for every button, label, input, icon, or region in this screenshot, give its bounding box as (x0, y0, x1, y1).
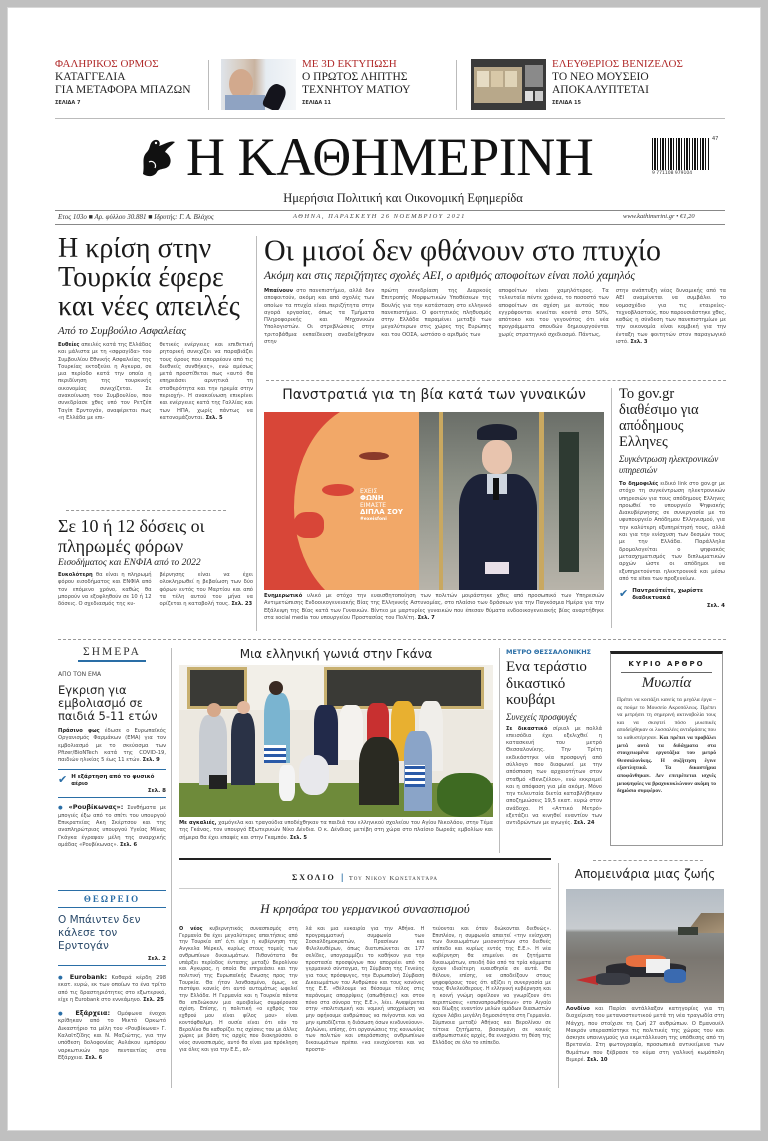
related-link[interactable] (58, 774, 166, 788)
caption-lead: Με αγκαλιές, (179, 820, 217, 826)
violence-photo (264, 412, 604, 590)
article-kicker: ΜΕΤΡΟ ΘΕΣΣΑΛΟΝΙΚΗΣ (506, 648, 592, 656)
caption-text: και Παρίσι αντάλλαξαν κατηγορίες για τη διαχείριση του μεταναστευτικού μετά τη νέα τραγωδία στη Μάγχη, που στοίχισε τη ζωή 27 ανθρώπων. Ο Εμανουέλ Μακρόν υπερασπίστηκε τις πολιτικές της χώρας του και άσκησε υπαινιγμούς για εκμετάλλευση της υπόθεσης από τη Βρετανία. Στη φωτογραφία, προσωπικά αντικείμενα των θυμάτων που ξέβρασε το κύμα στη γαλλική κωμόπολη Βιμερέ. (566, 1006, 724, 1064)
teaser-title-line: Ο ΠΡΩΤΟΣ ΛΗΠΤΗΣ (302, 71, 408, 83)
masthead-rule-top (55, 210, 725, 211)
poster-text: #exeisfoni (360, 517, 387, 522)
article-subhead: Ακόμη και στις περιζήτητες σχολές ΑΕΙ, ο αριθμός αποφοίτων είναι πολύ χαμηλός (264, 270, 635, 282)
section-divider (58, 639, 726, 640)
masthead-info-left: Ετος 103ο ■ Αρ. φύλλου 30.881 ■ Ιδρυτής: Γ. Α. Βλάχος (58, 213, 214, 221)
article-kicker: ΑΠΟ ΤΟΝ ΕΜΑ (58, 671, 102, 678)
brief-item[interactable]: ● Εξάρχεια: Ομόφωνα ένοχοι κρίθηκαν από το Μικτό Ορκωτό Δικαστήριο τα μέλη του «Ρουβίκωνα» Γ. Καλαϊτζίδης και Ν. Μαζιώτης, για την υπόθεση δολοφονίας Αυλάκου εμπόρου ναρκωτικών προ πενταετίας στα Εξάρχεια. Σελ. 6 (58, 1009, 166, 1061)
column-divider (611, 388, 612, 628)
caption-lead: Ενημερωτικό (264, 593, 303, 599)
teaser-divider (208, 60, 209, 110)
article-body (58, 728, 166, 764)
sidebar-today (58, 646, 166, 849)
column-divider (256, 236, 257, 631)
article-headline: Πανστρατιά για τη βία κατά των γυναικών (282, 387, 586, 403)
article-body (619, 481, 725, 583)
article-headline: Η κρησάρα του γερμανικού συνασπισμού (260, 901, 470, 916)
beach-photo (566, 889, 724, 1003)
page-ref: Σελ. 9 (142, 757, 160, 764)
article-column (58, 342, 152, 422)
brief-lead: «Ρουβίκωνας»: (68, 803, 124, 812)
barcode (652, 136, 719, 180)
article-text: θα είναι η πληρωμή φόρου εισοδήματος και ΕΝΦΙΑ από τον επόμενο χρόνο, καθώς θα μπορούν να εξοφληθούν σε 10 ή 12 δόσεις. Ο σχεδιασμός της κυ- (58, 572, 152, 608)
article-govgr[interactable] (619, 386, 725, 609)
masthead-date: ΑΘΗΝΑ, ΠΑΡΑΣΚΕΥΗ 26 ΝΟΕΜΒΡΙΟΥ 2021 (293, 213, 466, 220)
page-ref: Σελ. 5 (205, 414, 223, 421)
related-link-text: Η εξάρτηση από το φυσικό αέριο (71, 774, 155, 788)
page-ref: Σελ. 25 (143, 996, 164, 1003)
teaser-divider (456, 60, 457, 110)
article-violence[interactable] (264, 386, 604, 622)
teaser-title-line: ΚΑΤΑΓΓΕΛΙΑ (55, 71, 126, 83)
column-divider (558, 863, 559, 1088)
article-column (306, 926, 425, 1053)
article-lead: Ο νέος (179, 926, 203, 932)
article-column (264, 288, 374, 346)
poster-text: ΔΙΠΛΑ ΣΟΥ (360, 508, 403, 516)
page-ref: Σελ. 3 (630, 339, 648, 346)
teaser-page-ref: ΣΕΛΙΔΑ 11 (302, 100, 331, 106)
barcode-digits: 9 771108 979104 (652, 171, 693, 176)
teaser-falirikos[interactable] (55, 58, 200, 113)
caption-text: χαμόγελα και τραγούδια υποδέχθηκαν τα παιδιά του ελληνικού σχολείου του Αγίου Νικολάου, στην Τέμα της Γκάνας, τον υπουργό Εξωτερικών Νίκο Δένδια. Ο κ. Δένδιας μετέβη στη χώρα στο πλαίσιο δωρεάς εμβολίων και σήμερα θα έχει επαφές και στην Γκαμπόν. (179, 820, 493, 841)
article-text: λά και μια ευκαιρία για την Αθήνα. Η προγραμματική συμφωνία των Σοσιαλδημοκρατών, Πρασίνων και Φιλελευθέρων, όπως διατυπώνεται σε 177 σελίδες, υπογραμμίζει το καθήκον για την προστασία προσφύγων που απορρέει από το γερμανικό σύνταγμα, τη Σύμβαση της Γενεύης για τους πρόσφυγες, την Ευρωπαϊκή Σύμβαση Δικαιωμάτων του Ανθρώπου και τους κανόνες της Ε.Ε. «Θέλουμε να θέσουμε τέλος στις παράνομες απορρίψεις (απωθήσεις) και στον πόνο στα σύνορα της Ε.Ε.», λέει. Αναφέρεται στην «πολιτισμική και νομική υποχρέωση να μην αφήνουμε ανθρώπους να πνίγονται και να μην εμποδίζεται η διάσωση όσων κινδυνεύουν». Δηλώνει, επίσης, ότι οργανώσεις της κοινωνίας των πολιτών και υπεράσπισης ανθρωπίνων δικαιωμάτων πρέπει «να ενισχύονται και να προστα- (305, 926, 425, 1053)
teaser-kicker: ΕΛΕΥΘΕΡΙΟΣ ΒΕΝΙΖΕΛΟΣ (552, 58, 683, 70)
article-column (58, 572, 152, 608)
brief-text: Ομόφωνα ένοχοι κρίθηκαν από το Μικτό Ορκωτό Δικαστήριο τα μέλη του «Ρουβίκωνα» Γ. Καλαϊτζίδης και Ν. Μαζιώτης, για την υπόθεση δολοφονίας Αυλάκου εμπόρου ναρκωτικών προ πενταετίας στα Εξάρχεια. (58, 1011, 166, 1061)
article-turkey[interactable] (58, 234, 253, 422)
article-column (160, 572, 254, 608)
masthead-rule-bottom (55, 224, 725, 225)
article-subhead: Συνεχείς προσφυγές (506, 711, 577, 722)
article-remains[interactable] (566, 866, 724, 1064)
article-text: στο πανεπιστήμιο, αλλά δεν αποφοιτούν, ακόμη και από σχολές των οποίων τα πτυχία είναι περιζήτητα στην αγορά εργασίας, όπως τα Τμήματα Πληροφορικής και Μηχανικών Υπολογιστών. Οι στρεβλώσεις στην τριτοβάθμια εκπαίδευση αναδείχθηκαν στην (264, 288, 375, 346)
masthead-subtitle: Ημερήσια Πολιτική και Οικονομική Εφημερίδα (283, 191, 523, 205)
page-ref: Σελ. 23 (231, 601, 253, 608)
article-column (432, 926, 551, 1053)
article-lead: Ευκολότερη (58, 572, 93, 578)
brief-item[interactable]: ● «Ρουβίκωνας»: Συνθήματα με μπογιές έξω από το σπίτι του υπουργού Επικρατείας Ακη Σκέρτσου και της αναπληρώτριας υπουργού Υγείας Μίνας Γκάγκα έγραψαν μέλη της αναρχικής ομάδας «Ρουβίκωνας». Σελ. 6 (58, 803, 167, 848)
page-ref: Σελ. 7 (417, 614, 435, 621)
photo-caption (264, 593, 604, 622)
teaser-page-ref: ΣΕΛΙΔΑ 7 (55, 100, 81, 106)
related-link[interactable] (619, 588, 725, 602)
section-label: ΘΕΩΡΕΙΟ (83, 894, 141, 904)
teaser-title-line: ΤΟ ΝΕΟ ΜΟΥΣΕΙΟ (552, 71, 649, 83)
poster-text: ΕΧΕΙΣ (360, 488, 378, 495)
page-ref: Σελ. 8 (147, 788, 166, 795)
article-column (381, 288, 491, 346)
article-text: αποφοίτων είναι χαμηλότερος. Τα τελευταία πέντε χρόνια, το ποσοστό των αποφοίτων σε σχέση με αυτούς που εγγράφονται κινείται κοντά στο 50%, απότοκο και του γεγονότος ότι νέα προγράμματα σπουδών δημιουργούνται χωρίς στρατηγικό σχεδιασμό. Πάντως, (498, 288, 609, 338)
article-column (160, 342, 254, 422)
article-subhead: Από το Συμβούλιο Ασφαλείας (58, 325, 187, 337)
article-lead: Μπαίνουν (264, 288, 293, 294)
checkmark-icon: ✔ (619, 587, 629, 601)
article-headline: Μια ελληνική γωνιά στην Γκάνα (239, 647, 433, 661)
column-divider (499, 648, 500, 853)
section-label: ΚΥΡΙΟ ΑΡΘΡΟ (628, 660, 705, 668)
caption-lead: Λονδίνο (566, 1006, 590, 1012)
article-text: πρώτη συνεδρίαση της Διαρκούς Επιτροπής Μορφωτικών Υποθέσεων της Βουλής για την κατάσταση στο ελληνικό πανεπιστήμιο. Ο φοιτητικός πληθυσμός στην Ελλάδα παραμένει μεταξύ των μεγαλύτερων στις χώρες της Ευρώπης και του ΟΟΣΑ, ωστόσο ο αριθμός των (381, 288, 492, 338)
article-ghana[interactable] (179, 646, 493, 842)
article-lead: Πράσινο φως (58, 728, 100, 734)
article-metro[interactable] (506, 648, 602, 828)
griffin-logo-icon (135, 134, 181, 180)
section-divider (266, 380, 726, 381)
police-officer-image (419, 412, 604, 590)
poster-text: ΕΙΜΑΣΤΕ (360, 502, 387, 509)
article-headline: Μυωπία (641, 675, 692, 691)
article-text: βέρνησης είναι να έχει ολοκληρωθεί η βεβαίωση των δύο φόρων εντός του Μαρτίου και από τα τέλη αυτού του μήνα να ορίζεται η καταβολή τους. (159, 572, 253, 608)
section-divider (593, 860, 703, 861)
article-comment[interactable]: ΣΧΟΛΙΟ | Του Νικου Κωνσταντάρα Η κρησάρα του γερμανικού συνασπισμού Ο νέος κυβερνητικός συνασπισμός στη Γερμανία θα έχει μεγαλύτερες απαιτήσεις από την Τουρκία απ' ό,τι είχε η κυβέρνηση της Ανγκελα Μέρκελ, κυρίως στους τομείς των ανθρωπίνων δικαιωμάτων. Πιθανότατα θα υπάρξει περίοδος έντασης μεταξύ Βερολίνου και Αγκυρας, η οποία θα επηρεάσει και την πολιτική της Ευρωπαϊκής Ενωσης προς την Τουρκία. Θα ήταν λανθασμένο, όμως, να πιστέψει κανείς ότι αυτό αυτομάτως ωφελεί την Ελλάδα. Η Γερμανία και η Τουρκία πάντα θα επιδιώκουν μια αμοιβαίως συμφέρουσα σχέση. Επίσης, η πολιτική «ο εχθρός του εχθρού μου είναι φίλος μου» είναι κοντόφθαλμη. Η ουσία είναι ότι εάν το Βερολίνο θα καθορίζει τις σχέσεις του με άλλες χώρες με βάση τις αρχές που διακηρύσσει ο νέος συνασπισμός, αυτό θα είναι μια πρόκληση για όλες και για την Ε.Ε., αλ- λά και μια ευκαιρία για την Αθήνα. Η προγραμματική συμφωνία των Σοσιαλδημοκρατών, Πρασίνων και Φιλελευθέρων, όπως διατυπώνεται σε 177 σελίδες, υπογραμμίζει το καθήκον για την προστασία προσφύγων που απορρέει από το γερμανικό σύνταγμα, τη Σύμβαση της Γενεύης για τους πρόσφυγες, την Ευρωπαϊκή Σύμβαση Δικαιωμάτων του Ανθρώπου και τους κανόνες της Ε.Ε. «Θέλουμε να θέσουμε τέλος στις παράνομες απορρίψεις (απωθήσεις) και στον πόνο στα σύνορα της Ε.Ε.», λέει. Αναφέρεται στην «πολιτισμική και νομική υποχρέωση να μην αφήνουμε ανθρώπους να πνίγονται και να μην εμποδίζεται η διάσωση όσων κινδυνεύουν». Δηλώνει, επίσης, ότι οργανώσεις της κοινωνίας των πολιτών και υπεράσπισης ανθρωπίνων δικαιωμάτων πρέπει «να ενισχύονται και να προστα- τεύονται και όταν διώκονται διεθνώς». Επιπλέον, η συμφωνία απαιτεί «την ενίσχυση των δικαιωμάτων μειονοτήτων στο διεθνές επίπεδο και κυρίως εντός της Ε.Ε.». Η νέα κυβέρνηση θα επιμείνει σε ζητήματα δικαιωμάτων, επειδή δύο από τα τρία κόμματα έχουν ιδιαίτερη ευαισθησία σε αυτά. Θα θέλουν, επίσης, να αποδείξουν στους ψηφοφόρους τους ότι αξίζει η συνεργασία με τους Φιλελεύθερους. Η ελληνική κυβέρνηση και η κοινή γνώμη οφείλουν να γνωρίζουν ότι περιπτώσεις «επαναπροωθήσεων» στο Αιγαίο και δίωξης εναντίον μελών ομάδων διασωστών έχουν λάβει μεγάλη δημοσιότητα στη Γερμανία. Σύμπνοια μεταξύ Αθήνας και Βερολίνου σε τέτοια ζητήματα, βασισμένη σε κοινές ανθρωπιστικές αρχές, θα ενισχύσει τη θέση της Ελλάδος σε όλο το επίπεδο. (179, 858, 551, 1053)
article-lead: Ευθείες (58, 342, 80, 348)
brief-lead: Εξάρχεια: (75, 1009, 111, 1018)
column-divider (171, 648, 172, 1088)
brief-lead: Eurobank: (69, 973, 108, 981)
editorial-text-bold: Και πρέπει να προβάλει μετά αυτά τα διδάγματα στα στοιχειωμένα εργοτάξια του μετρό Θεσσαλονίκης. Η συζήτηση έγινε εξαντλητικά. Τα δικαστήρια αποφάνθηκαν. Δεν επιτρέπεται ισχνές μειοψηφίες να βραχυκυκλώνουν ακόμη το δημόσιο συμφέρον. (617, 734, 717, 795)
article-headline[interactable]: Ο Μπάιντεν δεν κάλεσε τον Ερντογάν (58, 914, 141, 952)
brief-text: Καθαρά κέρδη 298 εκατ. ευρώ, εκ των οποίων το ένα τρίτο από τις δραστηριότητες στο εξωτερικό, είχε η Eurobank στο εννεάμηνο. (58, 975, 167, 1003)
article-column (179, 926, 298, 1053)
photo-caption (179, 820, 493, 842)
article-subhead: Συγκέντρωση ηλεκτρονικών υπηρεσιών (619, 454, 719, 475)
brief-text: Συνθήματα με μπογιές έξω από το σπίτι του υπουργού Επικρατείας Ακη Σκέρτσου και της αναπληρώτριας υπουργού Υγείας Μίνας Γκάγκα έγραψαν μέλη της αναρχικής ομάδας «Ρουβίκωνας». (58, 805, 167, 848)
teaser-photo-museum (471, 59, 546, 110)
teaser-venizelos-museum[interactable] (552, 58, 732, 113)
section-label: ΣΗΜΕΡΑ (83, 646, 141, 658)
article-text: τεύονται και όταν διώκονται διεθνώς». Επιπλέον, η συμφωνία απαιτεί «την ενίσχυση των δικαιωμάτων μειονοτήτων στο διεθνές επίπεδο και κυρίως εντός της Ε.Ε.». Η νέα κυβέρνηση θα επιμείνει σε ζητήματα δικαιωμάτων, επειδή δύο από τα τρία κόμματα έχουν ιδιαίτερη ευαισθησία σε αυτά. Θα θέλουν, επίσης, να αποδείξουν στους ψηφοφόρους τους ότι αξίζει η συνεργασία με τους Φιλελεύθερους. Η ελληνική κυβέρνηση και η κοινή γνώμη οφείλουν να γνωρίζουν ότι περιπτώσεις «επαναπροωθήσεων» στο Αιγαίο και δίωξης εναντίον μελών ομάδων διασωστών έχουν λάβει μεγάλη δημοσιότητα στη Γερμανία. Σύμπνοια μεταξύ Αθήνας και Βερολίνου σε τέτοια ζητήματα, βασισμένη σε κοινές ανθρωπιστικές αρχές, θα ενισχύσει τη θέση της Ελλάδος σε όλο το επίπεδο. (432, 926, 552, 1046)
article-headline: Οι μισοί δεν φθάνουν στο πτυχίο (264, 234, 661, 267)
article-column (616, 288, 726, 346)
article-lead: Το δημοφιλές (619, 481, 659, 487)
article-text: κυβερνητικός συνασπισμός στη Γερμανία θα έχει μεγαλύτερες απαιτήσεις από την Τουρκία απ' ό,τι είχε η κυβέρνηση της Ανγκελα Μέρκελ, κυρίως στους τομείς των ανθρωπίνων δικαιωμάτων. Πιθανότατα θα υπάρξει περίοδος έντασης μεταξύ Βερολίνου και Αγκυρας, η οποία θα επηρεάσει και την πολιτική της Ευρωπαϊκής Ενωσης προς την Τουρκία. Θα ήταν λανθασμένο, όμως, να πιστέψει κανείς ότι αυτό αυτομάτως ωφελεί την Ελλάδα. Η Γερμανία και η Τουρκία πάντα θα επιδιώκουν μια αμοιβαίως συμφέρουσα σχέση. Επίσης, η πολιτική «ο εχθρός του εχθρού μου είναι φίλος μου» είναι κοντόφθαλμη. Η ουσία είναι ότι εάν το Βερολίνο θα καθορίζει τις σχέσεις του με άλλες χώρες με βάση τις αρχές που διακηρύσσει ο νέος συνασπισμός, αυτό θα είναι μια πρόκληση για όλες και για την Ε.Ε., αλ- (179, 926, 298, 1053)
teaser-page-ref: ΣΕΛΙΔΑ 15 (552, 100, 581, 106)
teaser-kicker: ΦΑΛΗΡΙΚΟΣ ΟΡΜΟΣ (55, 58, 159, 70)
editorial-box[interactable] (610, 651, 723, 846)
page-ref: Σελ. 2 (147, 956, 166, 962)
teaser-title-line: ΓΙΑ ΜΕΤΑΦΟΡΑ ΜΠΑΖΩΝ (55, 84, 191, 96)
article-headline: Ενα τεράστιο δικαστικό κουβάρι (506, 659, 587, 708)
poster-image (264, 412, 419, 590)
article-headline: Απομεινάρια μιας ζωής (574, 867, 716, 881)
article-text: στην ανάπτυξη νέας δυναμικής από τα ΑΕΙ αναμένεται να συμβάλει το νομοσχέδιο για τις εταιρείες-τεχνοβλαστούς, που παρουσιάστηκε χθες, καθώς η σύνδεση των πανεπιστημίων με την οικονομία είναι κομβική για την ένταξη των φοιτητών στον παραγωγικό ιστό. (615, 288, 726, 346)
article-byline: Του Νικου Κωνσταντάρα (348, 875, 439, 882)
masthead-title: Η ΚΑΘΗΜΕΡΙΝΗ (186, 127, 594, 187)
article-lead-story[interactable] (264, 234, 726, 346)
issue-number: 47 (712, 136, 719, 142)
article-text: θετικές ενέργειες και επιθετική ρητορική συνεχίζει να παραβιάζει τους όρους που απορρέουν από τις διεθνείς συνθήκες», ενώ αμέσως μετά προστίθεται πως «αυτό θα επηρεάσει αρνητικά τη σταθερότητα και την ηρεμία στην περιοχή». Η ανακοίνωση επικρίνει και ενέργειες κατά της Γαλλίας και των ΗΠΑ, χωρίς πάντως να κατονομάζονται. (159, 342, 253, 421)
related-link-text: Παντρεύτείτε, χωρίστε διαδικτυακά (632, 588, 704, 602)
newspaper-page (7, 7, 761, 1131)
section-label: ΣΧΟΛΙΟ (291, 873, 336, 882)
article-column (499, 288, 609, 346)
article-headline: Το gov.gr διαθέσιμο για απόδημους Ελληνες (619, 386, 699, 450)
page-ref: Σελ. 5 (289, 834, 307, 841)
article-text: έδωσε ο Ευρωπαϊκός Οργανισμός Φαρμάκων (ΕΜΑ) για τον εμβολιασμό με το σκεύασμα των Pfizer/BioNTech κατά της COVID-19, παιδιών ηλικίας 5 έως 11 ετών. (58, 728, 166, 764)
masthead-info-right: www.kathimerini.gr • €1,20 (623, 213, 695, 220)
checkmark-icon: ✔ (58, 773, 68, 787)
page-ref: Σελ. 24 (573, 820, 595, 827)
teaser-kicker: ΜΕ 3D ΕΚΤΥΠΩΣΗ (302, 58, 397, 70)
article-headline: Σε 10 ή 12 δόσεις οι πληρωμές φόρων (58, 516, 205, 556)
editorial-text: Πρέπει να κοιτάξει κανείς τα μεγάλα έργα – ας πούμε το Μουσείο Ακροπόλεως. Πρέπει να μετρήσει τη σημερινή ακτινοβολία τους και να σκεφτεί πόσο μυωπικές αποδείχθηκαν οι λυσσαλέες αντιδράσεις που τα καθυστέρησαν. (617, 697, 716, 741)
teaser-3d-eye[interactable] (302, 58, 412, 113)
teaser-title-line: ΑΠΟΚΑΛΥΠΤΕΤΑΙ (552, 84, 650, 96)
caption-text: υλικό με στόχο την ευαισθητοποίηση των πολιτών μοιράστηκε χθες από προσωπικό των Υπηρεσιών Αντιμετώπισης Ενδοοικογενειακής Βίας της Ελληνικής Αστυνομίας, στο πλαίσιο των δράσεων για την Παγκόσμια Ημέρα για την Εξάλειψη της Βίας κατά των Γυναικών. Βίντεο με μαρτυρίες γυναικών που έπεσαν θύματα ενδοοικογενειακής βίας αναρτήθηκε στα social media του υπουργείου Προστασίας του Πολίτη. (264, 593, 605, 621)
photo-caption (566, 1006, 724, 1064)
article-body (506, 726, 602, 828)
article-lead: Σε δικαστικό (506, 725, 548, 732)
teaser-rule (55, 118, 725, 119)
poster-text: ΦΩΝΗ (360, 494, 384, 502)
article-text: σίριαλ με πολλά επεισόδια έχει εξελιχθεί η κατασκευή του μετρό Θεσσαλονίκης. Την Τρίτη εκδικάστηκε νέα προσφυγή από σύλλογο που διαφωνεί με την απόσπαση των αρχαιοτήτων στον σταθμό «Βενιζέλου», ενώ εκκρεμεί και η απόφαση για μία ακόμη. Μόνο την τελευταία διετία καταβλήθηκαν αποζημιώσεις 19,5 εκατ. ευρώ στον ανάδοχο. Η «Αττικό Μετρό» εξετάζει να κινηθεί εναντίον των αντιδρώντων με αγωγές. (506, 725, 603, 827)
article-taxes[interactable] (58, 516, 253, 608)
teaser-photo-eye-patient (221, 59, 296, 110)
page-ref: Σελ. 6 (85, 1054, 103, 1061)
page-ref: Σελ. 6 (119, 841, 138, 848)
article-body (617, 697, 716, 796)
brief-item[interactable]: ● Eurobank: Καθαρά κέρδη 298 εκατ. ευρώ, εκ των οποίων το ένα τρίτο από τις δραστηριότητες στο εξωτερικό, είχε η Eurobank στο εννεάμηνο. Σελ. 25 (58, 973, 167, 1003)
section-divider (66, 510, 226, 511)
article-subhead: Εισοδήματος και ΕΝΦΙΑ από το 2022 (58, 558, 201, 568)
sidebar-theorio (58, 890, 166, 1062)
article-text: ειδικό link στο gov.gr με στόχο τη συγκέντρωση ηλεκτρονικών υπηρεσιών για τους απόδημους Ελληνες προωθεί το υπουργείο Ψηφιακής Διακυβέρνησης σε συνεργασία με το υφυπουργείο Απόδημου Ελληνισμού, για την καλύτερη εξυπηρέτησή τους, αλλά και για την ενίσχυση των δεσμών τους με την Ελλάδα. Παράλληλα δρομολογείται ο ψηφιακός μετασχηματισμός των διπλωματικών αρχών ώστε οι απόδημοι να εξυπηρετούνται ηλεκτρονικά και μέσω από τα sites των προξενείων. (619, 481, 725, 582)
article-headline[interactable]: Εγκριση για εμβολιασμό σε παιδιά 5-11 ετών (58, 683, 158, 723)
teaser-title-line: ΤΕΧΝΗΤΟΥ ΜΑΤΙΟΥ (302, 84, 411, 96)
article-text: απειλές κατά της Ελλάδας και μάλιστα με τη «σφραγίδα» του Συμβουλίου Εθνικής Ασφαλείας της Τουρκίας εκτοξεύει η Αγκυρα, σε μια περίοδο κατά την οποία η περιδίνηση της τουρκικής οικονομίας συνεχίζεται. Σε ανακοίνωση του Συμβουλίου, που συνεδρίασε χθες υπό τον Ρετζέπ Ταγίπ Ερντογάν, αναφέρεται πως «η Ελλάδα με επι- (58, 342, 152, 421)
article-headline: Η κρίση στην Τουρκία έφερε και νέες απειλές (58, 233, 240, 322)
ghana-photo (179, 665, 493, 817)
page-ref: Σελ. 10 (586, 1057, 608, 1064)
page-ref: Σελ. 4 (706, 603, 725, 610)
